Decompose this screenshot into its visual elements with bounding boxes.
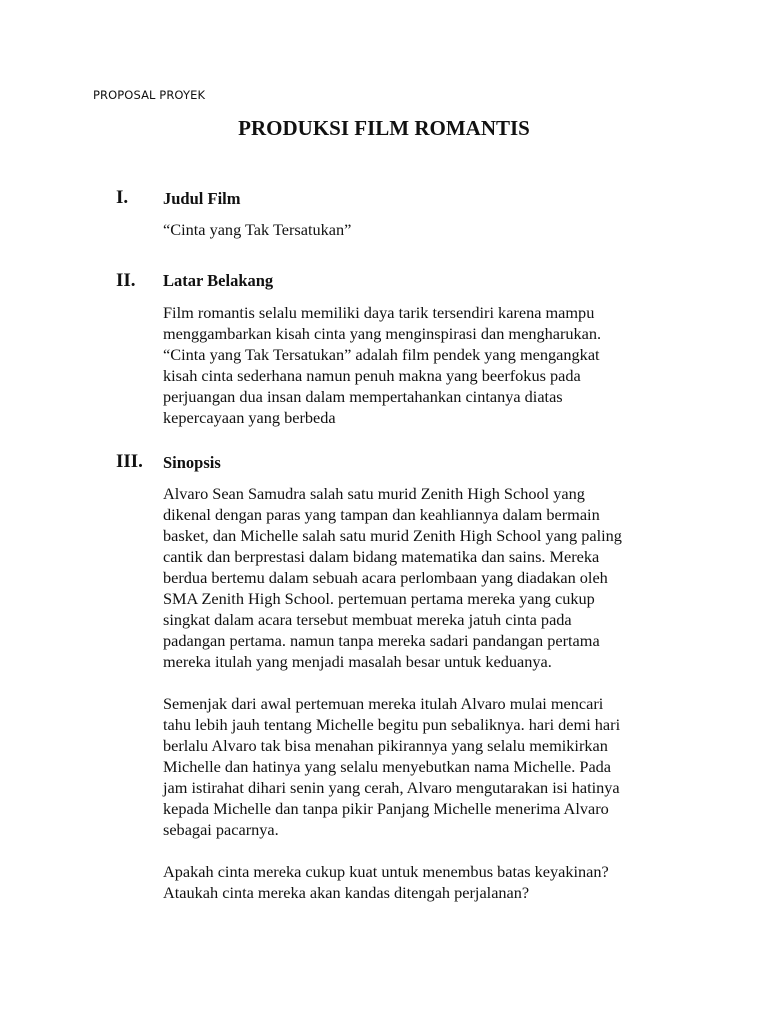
text-line: Alvaro Sean Samudra salah satu murid Zenith High School yang	[163, 484, 585, 503]
text-line: Michelle dan hatinya yang selalu menyebutkan nama Michelle. Pada	[163, 757, 612, 776]
text-line: kepercayaan yang berbeda	[163, 408, 336, 427]
section-body	[163, 219, 683, 240]
paragraph	[163, 483, 683, 672]
text-line: “Cinta yang Tak Tersatukan”	[163, 220, 352, 239]
text-line: Apakah cinta mereka cukup kuat untuk menembus batas keyakinan?	[163, 862, 609, 881]
section-numeral: I.	[116, 187, 129, 208]
text-line: perjuangan dua insan dalam mempertahankan cintanya diatas	[163, 387, 563, 406]
text-line: mereka itulah yang menjadi masalah besar untuk keduanya.	[163, 652, 552, 671]
text-line: menggambarkan kisah cinta yang menginspirasi dan mengharukan.	[163, 324, 602, 343]
document-header: PROPOSAL PROYEK	[93, 88, 206, 102]
paragraph	[163, 693, 683, 840]
text-line: Ataukah cinta mereka akan kandas ditengah perjalanan?	[163, 883, 530, 902]
text-line: basket, dan Michelle salah satu murid Zenith High School yang paling	[163, 526, 622, 545]
text-line: SMA Zenith High School. pertemuan pertama mereka yang cukup	[163, 589, 595, 608]
text-line: “Cinta yang Tak Tersatukan” adalah film pendek yang mengangkat	[163, 345, 600, 364]
text-line: Semenjak dari awal pertemuan mereka itulah Alvaro mulai mencari	[163, 694, 604, 713]
text-line: dikenal dengan paras yang tampan dan keahliannya dalam bermain	[163, 505, 600, 524]
section-body	[163, 483, 683, 903]
text-line: Film romantis selalu memiliki daya tarik tersendiri karena mampu	[163, 303, 595, 322]
paragraph	[163, 302, 683, 428]
section-heading: Sinopsis	[163, 453, 221, 472]
paragraph	[163, 861, 683, 903]
text-line: berlalu Alvaro tak bisa menahan pikirannya yang selalu memikirkan	[163, 736, 608, 755]
section-body	[163, 302, 683, 428]
text-line: cantik dan berprestasi dalam bidang matematika dan sains. Mereka	[163, 547, 600, 566]
text-line: kepada Michelle dan tanpa pikir Panjang Michelle menerima Alvaro	[163, 799, 609, 818]
paragraph	[163, 219, 683, 240]
section-numeral: II.	[116, 270, 136, 291]
text-line: tahu lebih jauh tentang Michelle begitu pun sebaliknya. hari demi hari	[163, 715, 621, 734]
section-heading: Judul Film	[163, 189, 241, 208]
text-line: padangan pertama. namun tanpa mereka sadari pandangan pertama	[163, 631, 600, 650]
document-title: PRODUKSI FILM ROMANTIS	[238, 116, 530, 140]
text-line: jam istirahat dihari senin yang cerah, Alvaro mengutarakan isi hatinya	[163, 778, 620, 797]
text-line: singkat dalam acara tersebut membuat mereka jatuh cinta pada	[163, 610, 572, 629]
text-line: sebagai pacarnya.	[163, 820, 279, 839]
text-line: berdua bertemu dalam sebuah acara perlombaan yang diadakan oleh	[163, 568, 608, 587]
section-heading: Latar Belakang	[163, 271, 274, 290]
text-line: kisah cinta sederhana namun penuh makna yang beerfokus pada	[163, 366, 581, 385]
section-numeral: III.	[116, 451, 143, 472]
